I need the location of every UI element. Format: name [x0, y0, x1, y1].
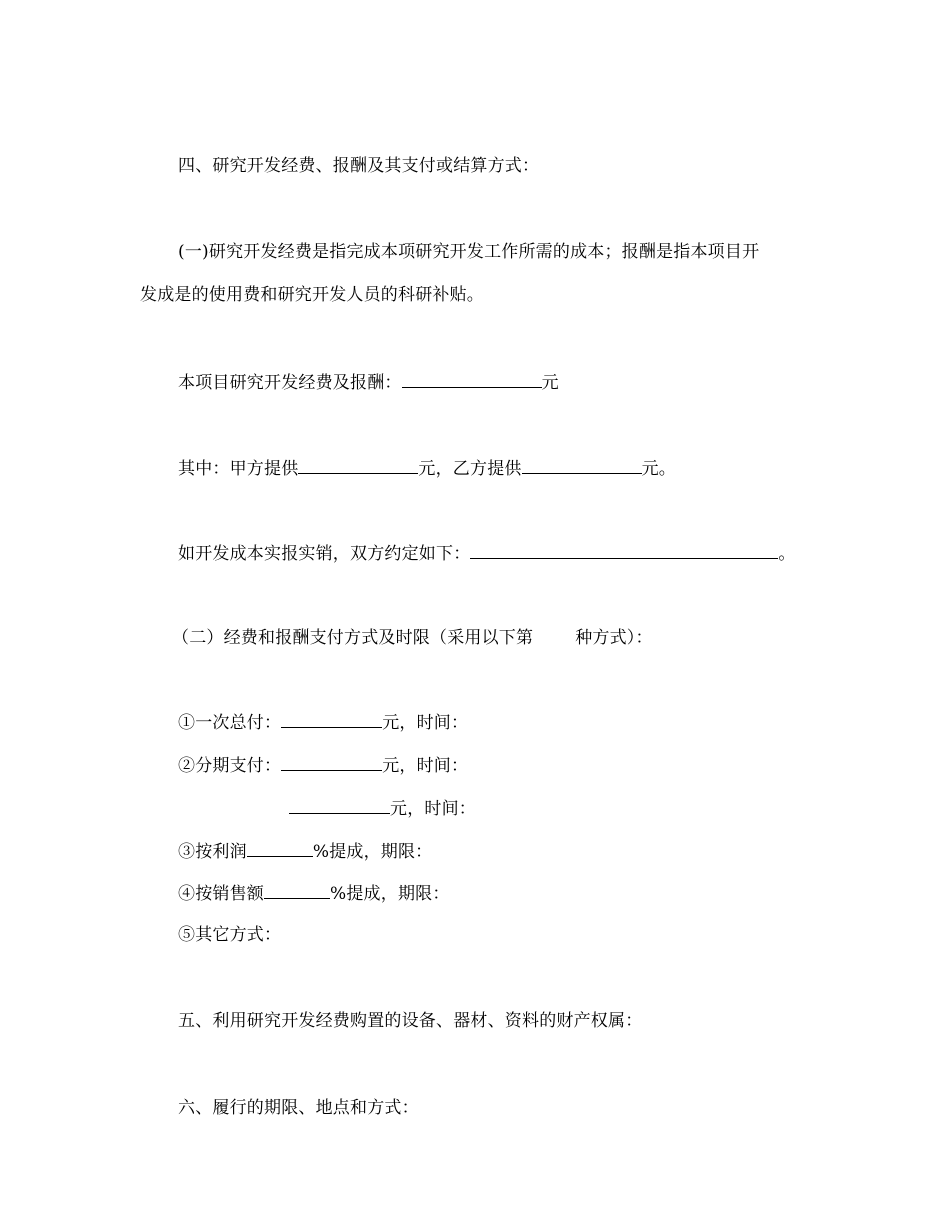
option-3-percent-blank[interactable] [247, 839, 313, 857]
option-2-second-amount-blank[interactable] [289, 796, 390, 814]
option-1-amount-blank[interactable] [281, 710, 382, 728]
fee-split-line: 其中：甲方提供 元，乙方提供 元。 [178, 456, 676, 480]
section-6-heading: 六、履行的期限、地点和方式： [178, 1098, 419, 1118]
option-4-line: ④按销售额 %提成，期限： [178, 881, 450, 905]
option-3-line: ③按利润 %提成，期限： [178, 839, 432, 863]
item-2-heading: （二）经费和报酬支付方式及时限（采用以下第 种方式）： [172, 628, 653, 648]
option-1-line: ①一次总付： 元，时间： [178, 710, 468, 734]
total-fee-line: 本项目研究开发经费及报酬： 元 [178, 370, 559, 394]
option-4-percent-blank[interactable] [264, 881, 330, 899]
reimbursement-line: 如开发成本实报实销，双方约定如下： 。 [178, 541, 796, 565]
party-a-amount-blank[interactable] [298, 456, 418, 474]
section-4-heading: 四、研究开发经费、报酬及其支付或结算方式： [178, 156, 540, 176]
item-1-paragraph-line-2: 发成是的使用费和研究开发人员的科研补贴。 [140, 285, 484, 305]
item-1-paragraph-line-1: (一)研究开发经费是指完成本项研究开发工作所需的成本；报酬是指本项目开 [178, 242, 760, 262]
option-2-amount-blank[interactable] [281, 753, 382, 771]
option-2-line: ②分期支付： 元，时间： [178, 753, 468, 777]
option-2-second-installment-line: 元，时间： [289, 796, 476, 820]
option-5-line: ⑤其它方式： [178, 925, 282, 945]
total-fee-blank[interactable] [402, 370, 542, 388]
party-b-amount-blank[interactable] [522, 456, 642, 474]
reimbursement-agreement-blank[interactable] [470, 541, 778, 559]
section-5-heading: 五、利用研究开发经费购置的设备、器材、资料的财产权属： [178, 1011, 643, 1031]
